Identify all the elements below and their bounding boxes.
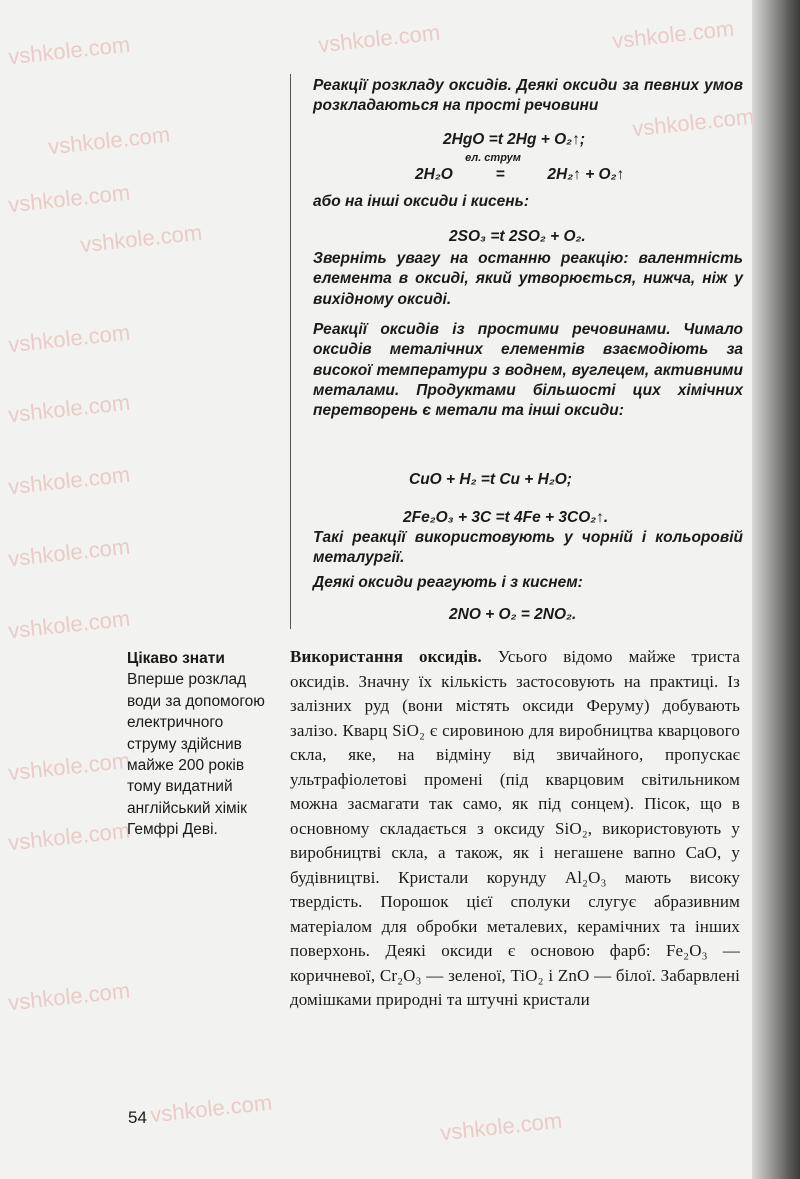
main-text: Усього відомо майже триста оксидів. Значну їх кількість застосовують на практиці. Із залізних руд (вони містять оксиди Феруму) добувають залізо. Кварц SiO₂ є сировиною для виробництва кварцового скла, яке, на відміну від звичайного, пропускає ультрафіолетові промені (під кварцовим світильником можна засмагати так само, як під сонцем). Пісок, що в основному складається з оксиду SiO₂, використовують у виробництві скла, а також, як і негашене вапно CaO, у будівництві. Кристали корунду Al₂O₃ мають високу твердість. Порошок цієї сполуки слугує абразивним матеріалом для обробки металевих, керамічних та інших поверхонь. Деякі оксиди є основою фарб: Fe₂O₃ — коричневої, Cr₂O₃ — зеленої, TiO₂ і ZnO — білої. Забарвлені домішками природні та штучні кристали (290, 647, 740, 1009)
section1-paragraph (313, 76, 743, 117)
watermark: vshkole.com (630, 103, 756, 142)
equation-water-electrolysis (415, 152, 625, 184)
section1-intro: Деякі оксиди за певних умов розкладаються на прості речовини (313, 77, 743, 115)
equation-fe2o3: 2Fe₂O₃ + 3C =t 4Fe + 3CO₂↑. (403, 509, 609, 526)
watermark: vshkole.com (6, 31, 132, 70)
equation-no: 2NO + O₂ = 2NO₂. (449, 606, 577, 623)
chemistry-reactions-block (290, 74, 756, 629)
section1-title: Реакції розкладу оксидів. (313, 77, 512, 94)
equation-cuo: CuO + H₂ =t Cu + H₂O; (409, 471, 572, 488)
watermark: vshkole.com (438, 1107, 564, 1146)
section1-note: Зверніть увагу на останню реакцію: валентність елемента в оксиді, який утворюється, нижча, ніж у вихідному оксиді. (313, 250, 743, 308)
watermark: vshkole.com (6, 605, 132, 644)
section2-after: Такі реакції використовують у чорній і кольоровій металургії. (313, 529, 743, 567)
main-heading: Використання оксидів. (290, 647, 482, 666)
sidebar-text: Вперше розклад води за допомогою електричного струму здійснив майже 200 років тому видатний англійський хімік Гемфрі Деві. (127, 671, 265, 839)
watermark: vshkole.com (6, 319, 132, 358)
sidebar-title: Цікаво знати (127, 650, 225, 667)
equation-water-left: 2H₂O (415, 166, 453, 183)
equation-so3: 2SO₃ =t 2SO₂ + O₂. (449, 228, 586, 245)
section2-paragraph (313, 320, 743, 421)
oxides-usage-paragraph (290, 645, 740, 1013)
interesting-fact-sidebar (127, 648, 277, 841)
section1-mid-text: або на інші оксиди і кисень: (313, 193, 530, 210)
book-spine-shadow (752, 0, 800, 1179)
watermark: vshkole.com (316, 19, 442, 58)
watermark: vshkole.com (6, 179, 132, 218)
section2-oxygen-intro: Деякі оксиди реагують і з киснем: (313, 574, 583, 591)
equation-water-condition: ел. струм (465, 152, 521, 164)
watermark: vshkole.com (78, 219, 204, 258)
watermark: vshkole.com (610, 15, 736, 54)
equation-water-arrow: ел. струм = (465, 152, 521, 183)
watermark: vshkole.com (6, 533, 132, 572)
watermark: vshkole.com (148, 1089, 274, 1128)
watermark: vshkole.com (6, 747, 132, 786)
watermark: vshkole.com (46, 121, 172, 160)
equation-hgo: 2HgO =t 2Hg + O₂↑; (443, 131, 585, 148)
page-number: 54 (128, 1108, 147, 1127)
equation-water-right: 2H₂↑ + O₂↑ (547, 166, 625, 183)
watermark: vshkole.com (6, 461, 132, 500)
watermark: vshkole.com (6, 389, 132, 428)
watermark: vshkole.com (6, 977, 132, 1016)
section2-title: Реакції оксидів із простими речовинами. (313, 321, 671, 338)
watermark: vshkole.com (6, 817, 132, 856)
section2-body: Чимало оксидів металічних елементів взаємодіють за високої температури з воднем, вуглецем, активними металами. Продуктами більшості цих хімічних перетворень є метали та інші оксиди: (313, 321, 744, 420)
